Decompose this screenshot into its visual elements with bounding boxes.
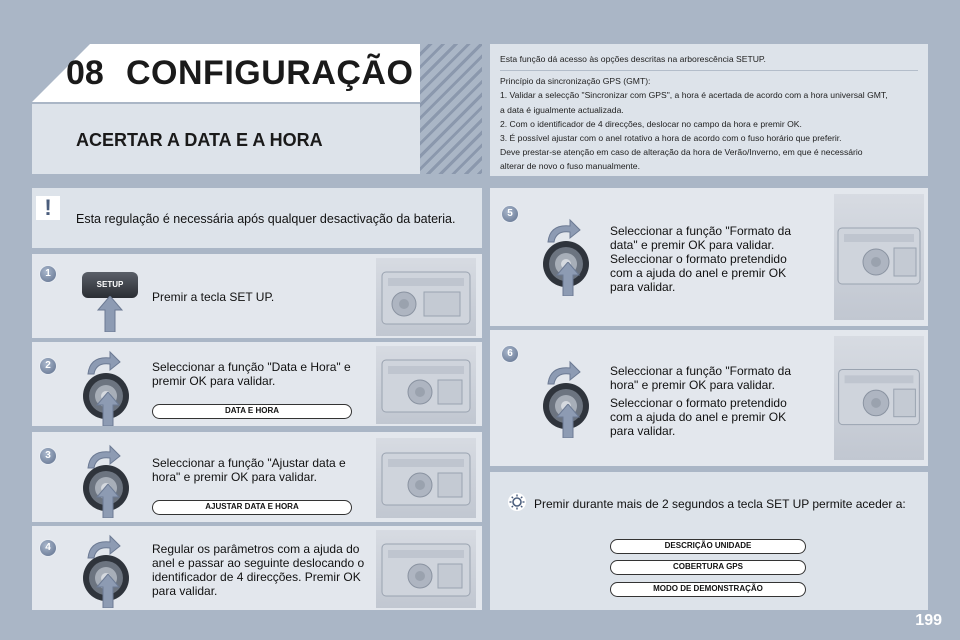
menu-option-pill: MODO DE DEMONSTRAÇÃO [610, 582, 806, 597]
intro-item: 3. É possível ajustar com o anel rotativo a hora de acordo com o fuso horário que preferir. [500, 133, 842, 144]
step-badge: 6 [502, 346, 518, 362]
intro-line: Esta função dá acesso às opções descritas na arborescência SETUP. [500, 54, 766, 64]
menu-option-pill: AJUSTAR DATA E HORA [152, 500, 352, 515]
chapter-number: 08 [66, 54, 104, 92]
step-text: Premir a tecla SET UP. [152, 290, 275, 304]
divider [500, 70, 918, 71]
menu-option-pill: DATA E HORA [152, 404, 352, 419]
step-badge: 4 [40, 540, 56, 556]
step-text: Seleccionar a função "Data e Hora" e premir OK para validar. [152, 360, 351, 388]
tip-text: Premir durante mais de 2 segundos a tecla SET UP permite aceder a: [534, 497, 906, 511]
step-text: Seleccionar a função "Formato da data" e premir OK para validar. Seleccionar o formato pretendido com a ajuda do anel e premir OK para validar. [610, 224, 792, 294]
step-badge: 5 [502, 206, 518, 222]
intro-item: alterar de novo o fuso manualmente. [500, 161, 640, 172]
chapter-title: CONFIGURAÇÃO [126, 54, 414, 92]
step-badge: 3 [40, 448, 56, 464]
decorative-stripes [420, 44, 482, 174]
radio-unit-icon [376, 438, 476, 518]
sun-icon [507, 492, 527, 512]
press-arrow-icon [96, 484, 120, 518]
warning-icon: ! [36, 196, 60, 220]
setup-button: SETUP [82, 272, 138, 298]
press-arrow-icon [556, 404, 580, 438]
press-arrow-icon [96, 392, 120, 426]
step-text: Seleccionar a função "Formato da hora" e premir OK para validar. [610, 364, 792, 392]
warning-text: Esta regulação é necessária após qualquer desactivação da bateria. [76, 212, 456, 226]
radio-unit-icon [376, 346, 476, 424]
radio-unit-icon [376, 258, 476, 336]
radio-unit-icon [376, 530, 476, 608]
intro-item: 2. Com o identificador de 4 direcções, deslocar no campo da hora e premir OK. [500, 118, 802, 129]
gps-title: Princípio da sincronização GPS (GMT): [500, 76, 651, 87]
section-title: ACERTAR A DATA E A HORA [76, 130, 323, 150]
press-arrow-icon [556, 262, 580, 296]
intro-panel [490, 44, 928, 176]
press-arrow-icon [96, 296, 124, 332]
intro-item: Deve prestar-se atenção em caso de alteração da hora de Verão/Inverno, em que é necessário [500, 147, 863, 158]
step-text: Regular os parâmetros com a ajuda do anel e passar ao seguinte deslocando o identificador de 4 direcções. Premir OK para validar. [152, 542, 365, 598]
menu-option-pill: DESCRIÇÃO UNIDADE [610, 539, 806, 554]
press-arrow-icon [96, 574, 120, 608]
step-badge: 2 [40, 358, 56, 374]
radio-unit-icon [834, 336, 924, 460]
intro-item: a data é igualmente actualizada. [500, 104, 624, 115]
step-text: Seleccionar a função "Ajustar data e hora" e premir OK para validar. [152, 456, 346, 484]
intro-item: 1. Validar a selecção "Sincronizar com GPS", a hora é acertada de acordo com a hora universal GMT, [500, 90, 888, 101]
step-text: Seleccionar o formato pretendido com a ajuda do anel e premir OK para validar. [610, 396, 787, 438]
step-badge: 1 [40, 266, 56, 282]
page-number: 199 [915, 612, 942, 629]
radio-unit-icon [834, 194, 924, 320]
menu-option-pill: COBERTURA GPS [610, 560, 806, 575]
